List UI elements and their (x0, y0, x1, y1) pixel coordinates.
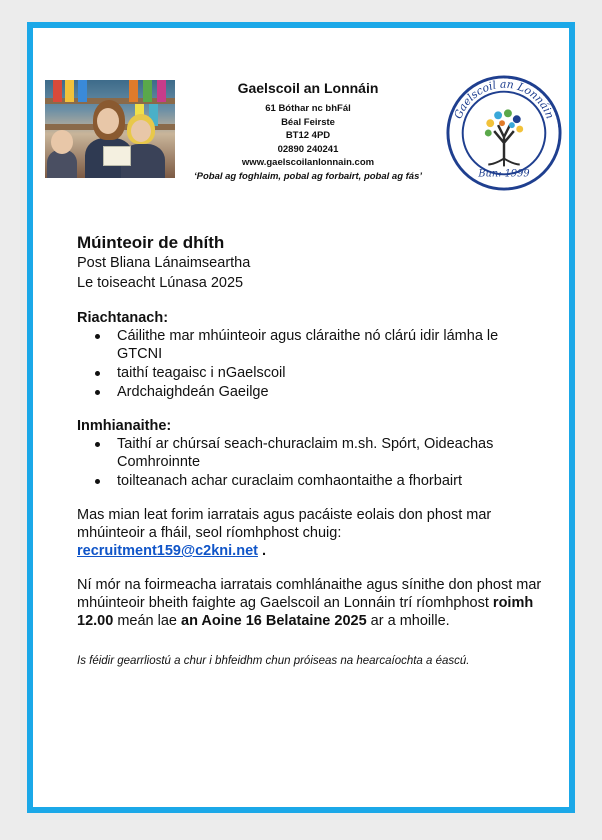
essential-list (77, 327, 547, 401)
job-start-date: Le toiseacht Lúnasa 2025 (77, 275, 244, 291)
photo-child (47, 150, 77, 178)
deadline-text-2: meán lae (113, 613, 182, 629)
desirable-heading: Inmhianaithe: (77, 418, 172, 434)
photo-book (78, 80, 87, 102)
phone-number: 02890 240241 (277, 143, 339, 155)
address-postcode: BT12 4PD (285, 130, 331, 141)
photo-book (53, 80, 62, 102)
apply-paragraph (77, 506, 547, 560)
photo-book (157, 80, 166, 102)
photo-open-book (103, 146, 131, 166)
address-city: Béal Feirste (281, 116, 335, 128)
photo-book (143, 80, 152, 102)
apply-text: Mas mian leat forim iarratais agus pacáiste eolais don phost mar mhúinteoir a fháil, seol ríomhphost chuig: (77, 507, 492, 541)
address-street: 61 Bóthar nc bhFál (265, 103, 351, 114)
list-item: taithí teagaisc i nGaelscoil (117, 364, 547, 382)
photo-book (65, 80, 74, 102)
website-link[interactable]: www.gaelscoilanlonnain.com (241, 157, 375, 168)
job-title: Múinteoir de dhíth (77, 233, 225, 252)
deadline-text-1: Ní mór na foirmeacha iarratais comhlánaithe agus sínithe don phost mar mhúinteoir bheith faighte ag Gaelscoil an Lonnáin trí ríomhphost (77, 577, 542, 611)
logo-ring-text: Gaelscoil an Lonnáin (451, 77, 557, 121)
school-name: Gaelscoil an Lonnáin (237, 80, 379, 96)
deadline-text-3: ar a mhoille. (366, 613, 450, 629)
photo-book (129, 80, 138, 102)
essential-heading: Riachtanach: (77, 310, 169, 326)
advert-body (77, 232, 547, 669)
list-item: toilteanach achar curaclaim comhaontaithe a fhorbairt (117, 472, 547, 490)
classroom-photo (45, 80, 175, 178)
list-item: Cáilithe mar mhúinteoir agus cláraithe nó clárú idir lámha le GTCNI (117, 327, 547, 363)
photo-adult-face (97, 108, 119, 134)
logo-year: Bun: 1999 (478, 168, 530, 180)
deadline-date: an Aoine 16 Belataine 2025 (181, 613, 367, 629)
shortlisting-note: Is féidir gearrliostú a chur i bhfeidhm chun próiseas na hearcaíochta a éascú. (77, 655, 470, 667)
school-header (183, 80, 433, 183)
school-logo (445, 74, 563, 192)
desirable-list (77, 435, 547, 490)
photo-child-face (51, 130, 73, 154)
deadline-paragraph (77, 576, 547, 630)
poster-sheet (27, 22, 575, 813)
school-motto: ‘Pobal ag foghlaim, pobal ag forbairt, pobal ag fás’ (193, 170, 423, 182)
list-item: Taithí ar chúrsaí seach-churaclaim m.sh. Spórt, Oideachas Comhroinnte (117, 435, 547, 471)
photo-child-face (131, 120, 151, 142)
list-item: Ardchaighdeán Gaeilge (117, 383, 547, 401)
recruitment-email-link[interactable]: recruitment159@c2kni.net (77, 543, 258, 559)
job-post-type: Post Bliana Lánaimseartha (77, 255, 251, 271)
deadline-time: roimh 12.00 (77, 595, 534, 629)
apply-suffix: . (257, 543, 267, 559)
